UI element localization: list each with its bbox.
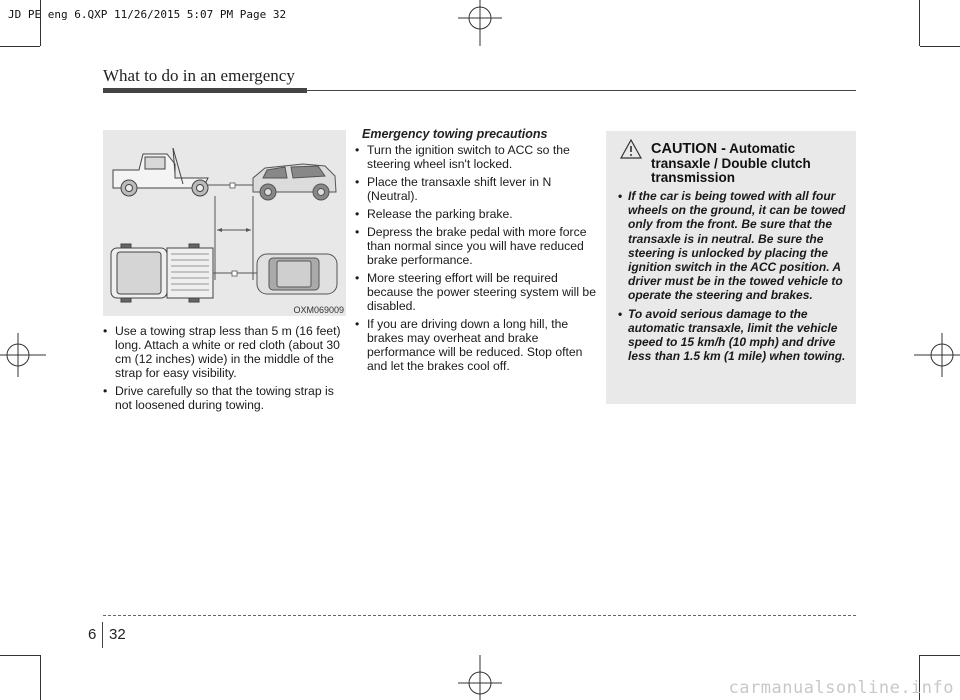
print-header-strip: JD PE eng 6.QXP 11/26/2015 5:07 PM Page 32: [8, 8, 287, 21]
crop-mark: [0, 46, 40, 47]
chapter-number: 6: [88, 626, 97, 643]
column-2: [355, 143, 600, 377]
emergency-towing-heading: Emergency towing precautions: [362, 127, 548, 141]
crop-mark: [0, 655, 40, 656]
title-rule: [307, 90, 856, 91]
footer-rule: [103, 615, 856, 616]
list-item: • To avoid serious damage to the automatic transaxle, limit the vehicle speed to 15 km/h (10 mph) and drive less than 1.5 km (1 mile) when towing.: [618, 307, 850, 364]
suv-top: [257, 254, 337, 294]
registration-mark-top: [450, 0, 510, 46]
list-item: • Drive carefully so that the towing strap is not loosened during towing.: [103, 384, 348, 412]
tow-truck-side: [113, 148, 208, 196]
caution-subject: Automatic transaxle / Double clutch transmission: [651, 141, 811, 185]
page-number-divider: [102, 622, 103, 648]
list-item: • Release the parking brake.: [355, 207, 600, 221]
list-item: • Place the transaxle shift lever in N (Neutral).: [355, 175, 600, 203]
registration-mark-right: [914, 325, 960, 385]
section-title: What to do in an emergency: [103, 66, 295, 85]
list-item: • If the car is being towed with all four wheels on the ground, it can be towed only from the front. Be sure that the transaxle is in neutral. Be sure the steering is unlocked by placing the ignition switch in the ACC position. A driver must be in the towed vehicle to operate the steering and brakes.: [618, 189, 850, 303]
precautions-list: [355, 143, 600, 373]
towing-strap-list: [103, 324, 348, 412]
watermark: carmanualsonline.info: [728, 678, 954, 698]
list-item: • More steering effort will be required because the power steering system will be disabled.: [355, 271, 600, 313]
crop-mark: [40, 0, 41, 46]
registration-mark-bottom: [450, 655, 510, 700]
caution-title: [651, 142, 847, 186]
figure-code: OXM069009: [293, 305, 344, 315]
caution-list: [618, 189, 850, 367]
crop-mark: [919, 0, 920, 46]
list-item: • Depress the brake pedal with more force than normal since you will have reduced brake performance.: [355, 225, 600, 267]
towing-illustration: [103, 130, 346, 316]
list-item: • Turn the ignition switch to ACC so the steering wheel isn't locked.: [355, 143, 600, 171]
caution-label: CAUTION -: [651, 141, 726, 157]
crop-mark: [40, 655, 41, 700]
column-1: [103, 324, 348, 416]
registration-mark-left: [0, 325, 46, 385]
caution-box: [606, 131, 856, 404]
towing-figure: [103, 130, 346, 316]
tow-truck-top: [111, 244, 213, 302]
crop-mark: [920, 655, 960, 656]
page-number: 32: [109, 626, 126, 643]
list-item: • Use a towing strap less than 5 m (16 feet) long. Attach a white or red cloth (about 30 cm (12 inches) wide) in the middle of the strap for easy visibility.: [103, 324, 348, 380]
warning-triangle-icon: [620, 139, 642, 159]
title-bar: [103, 88, 307, 93]
suv-side: [253, 164, 336, 200]
crop-mark: [920, 46, 960, 47]
list-item: • If you are driving down a long hill, the brakes may overheat and brake performance will be reduced. Stop often and let the brakes cool off.: [355, 317, 600, 373]
